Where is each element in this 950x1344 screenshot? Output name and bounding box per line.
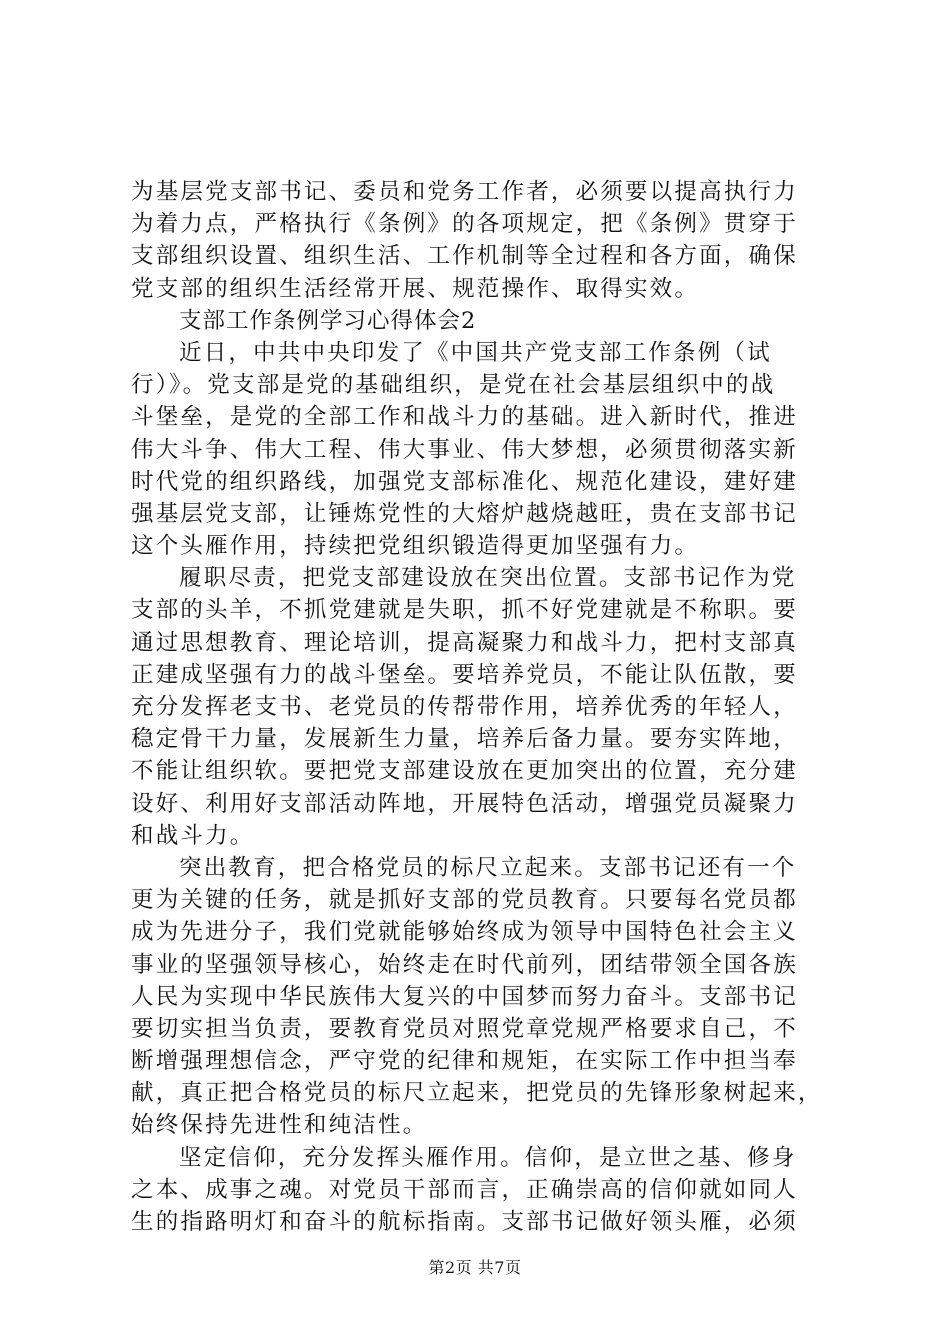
text-line: 更为关键的任务，就是抓好支部的党员教育。只要每名党员都 xyxy=(131,887,798,914)
text-line: 斗堡垒，是党的全部工作和战斗力的基础。进入新时代，推进 xyxy=(131,404,798,431)
text-line: 和战斗力。 xyxy=(131,822,255,849)
text-line: 坚定信仰，充分发挥头雁作用。信仰，是立世之基、修身 xyxy=(179,1144,797,1171)
text-line: 始终保持先进性和纯洁性。 xyxy=(131,1112,428,1139)
text-line: 正建成坚强有力的战斗堡垒。要培养党员，不能让队伍散，要 xyxy=(131,661,798,688)
text-line: 事业的坚强领导核心，始终走在时代前列，团结带领全国各族 xyxy=(131,951,798,978)
text-line: 充分发挥老支书、老党员的传帮带作用，培养优秀的年轻人， xyxy=(131,694,798,720)
text-line: 断增强理想信念，严守党的纪律和规矩，在实际工作中担当奉 xyxy=(131,1048,798,1075)
text-line: 突出教育，把合格党员的标尺立起来。支部书记还有一个 xyxy=(179,854,797,881)
text-line: 履职尽责，把党支部建设放在突出位置。支部书记作为党 xyxy=(179,565,797,592)
text-line: 时代党的组织路线，加强党支部标准化、规范化建设，建好建 xyxy=(131,468,798,495)
text-line: 人民为实现中华民族伟大复兴的中国梦而努力奋斗。支部书记 xyxy=(131,983,798,1010)
text-line: 为着力点，严格执行《条例》的各项规定，把《条例》贯穿于 xyxy=(131,211,798,238)
section-title: 支部工作条例学习心得体会2 xyxy=(179,307,477,334)
text-line: 支部组织设置、组织生活、工作机制等全过程和各方面，确保 xyxy=(131,243,798,270)
text-line: 这个头雁作用，持续把党组织锻造得更加坚强有力。 xyxy=(131,533,700,560)
text-line: 要切实担当负责，要教育党员对照党章党规严格要求自己，不 xyxy=(131,1015,798,1042)
document-body xyxy=(131,176,831,1238)
text-line: 近日，中共中央印发了《中国共产党支部工作条例（试 xyxy=(179,339,772,366)
text-line: 成为先进分子，我们党就能够始终成为领导中国特色社会主义 xyxy=(131,919,798,946)
text-line: 为基层党支部书记、委员和党务工作者，必须要以提高执行力 xyxy=(131,179,798,205)
text-line: 生的指路明灯和奋斗的航标指南。支部书记做好领头雁，必须 xyxy=(131,1209,798,1235)
text-line: 强基层党支部，让锤炼党性的大熔炉越烧越旺，贵在支部书记 xyxy=(131,500,798,527)
text-line: 稳定骨干力量，发展新生力量，培养后备力量。要夯实阵地， xyxy=(131,726,798,753)
text-line: 通过思想教育、理论培训，提高凝聚力和战斗力，把村支部真 xyxy=(131,629,798,656)
text-line: 伟大斗争、伟大工程、伟大事业、伟大梦想，必须贯彻落实新 xyxy=(131,436,798,463)
text-line: 支部的头羊，不抓党建就是失职，抓不好党建就是不称职。要 xyxy=(131,597,798,624)
text-line: 之本、成事之魂。对党员干部而言，正确崇高的信仰就如同人 xyxy=(131,1176,798,1203)
page-footer: 第2页 共7页 xyxy=(428,1258,522,1277)
text-line: 设好、利用好支部活动阵地，开展特色活动，增强党员凝聚力 xyxy=(131,790,798,817)
text-line: 党支部的组织生活经常开展、规范操作、取得实效。 xyxy=(131,275,700,302)
text-line: 行）》。党支部是党的基础组织，是党在社会基层组织中的战 xyxy=(131,372,776,399)
text-line: 不能让组织软。要把党支部建设放在更加突出的位置，充分建 xyxy=(131,758,798,785)
text-line: 献，真正把合格党员的标尺立起来，把党员的先锋形象树起来， xyxy=(131,1080,823,1107)
